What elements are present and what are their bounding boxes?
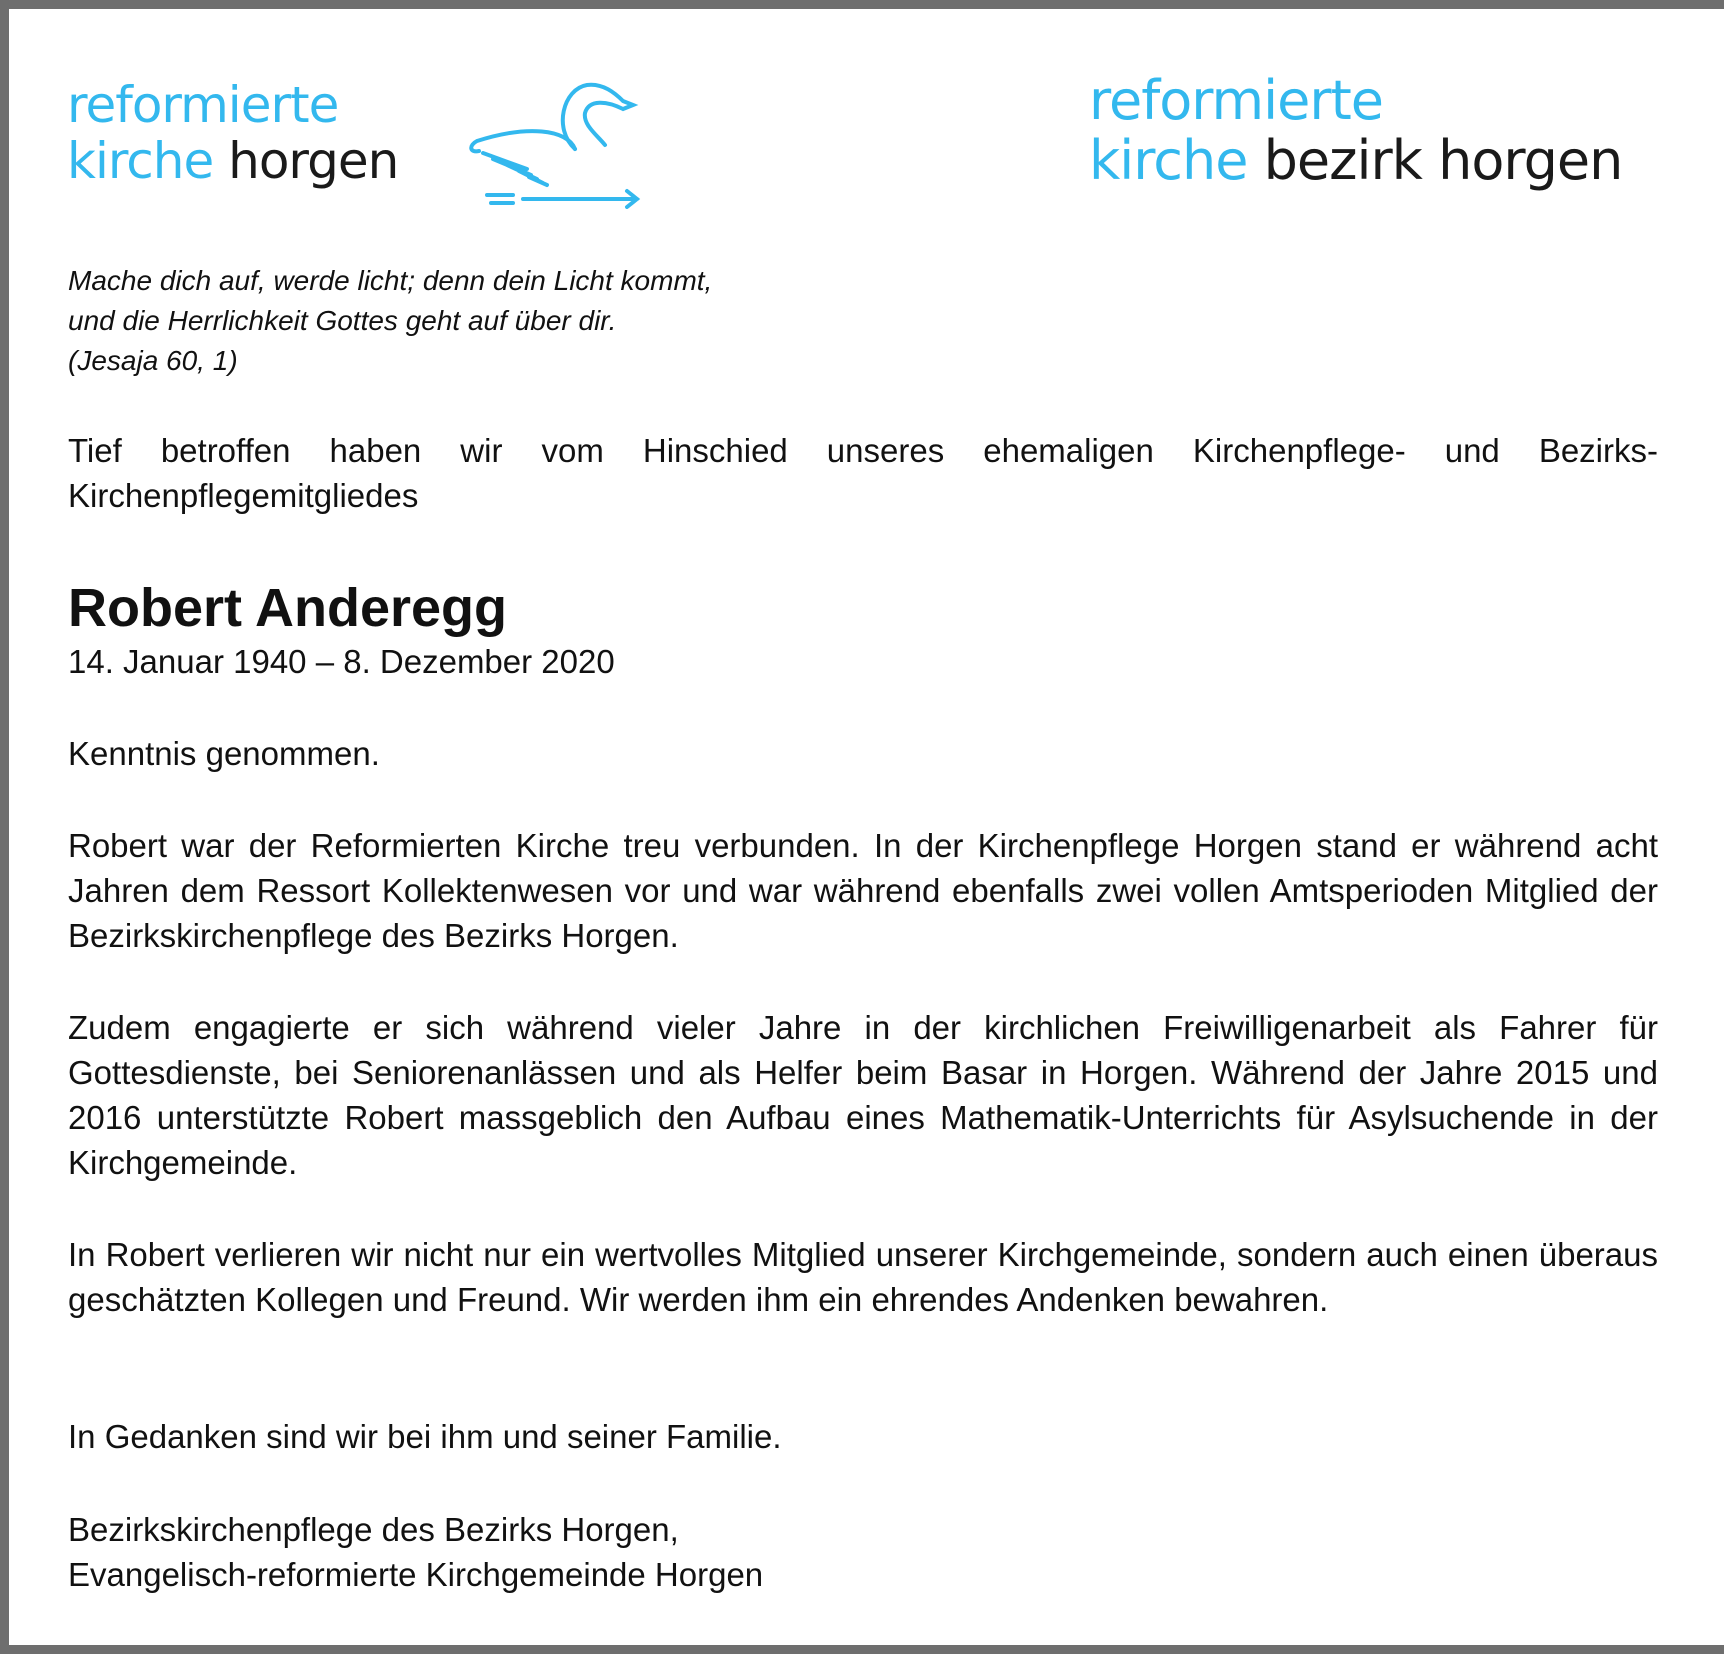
quote-line: und die Herrlichkeit Gottes geht auf über dir. bbox=[68, 305, 617, 336]
logo-kirche-horgen bbox=[67, 77, 398, 189]
logo-left-line1: reformierte bbox=[67, 76, 339, 134]
signature bbox=[68, 1507, 1658, 1597]
bible-quote bbox=[68, 261, 712, 381]
paragraph: In Robert verlieren wir nicht nur ein wertvolles Mitglied unserer Kirchgemeinde, sondern auch einen überaus geschätzten Kollegen und Freund. Wir werden ihm ein ehrendes Andenken bewahren. bbox=[68, 1236, 1658, 1318]
logo-left-kirche: kirche bbox=[67, 132, 214, 190]
deceased-name: Robert Anderegg bbox=[68, 578, 508, 638]
logo-right-kirche: kirche bbox=[1089, 129, 1248, 192]
logo-right-bezirk-horgen: bezirk horgen bbox=[1263, 129, 1623, 192]
signature-line: Evangelisch-reformierte Kirchgemeinde Horgen bbox=[68, 1556, 764, 1593]
paragraph: Kenntnis genommen. bbox=[68, 735, 380, 772]
obituary-page bbox=[9, 9, 1724, 1645]
swan-logo-icon bbox=[457, 79, 647, 209]
quote-reference: (Jesaja 60, 1) bbox=[68, 345, 238, 376]
intro-text: Tief betroffen haben wir vom Hinschied unseres ehemaligen Kirchenpflege- und Bezirks-Kirchenpflegemitgliedes bbox=[68, 432, 1658, 514]
logo-left-horgen: horgen bbox=[228, 132, 399, 190]
logo-kirche-bezirk-horgen bbox=[1089, 71, 1622, 191]
signature-line: Bezirkskirchenpflege des Bezirks Horgen, bbox=[68, 1511, 679, 1548]
logo-right-line1: reformierte bbox=[1089, 69, 1383, 132]
paragraph: Robert war der Reformierten Kirche treu verbunden. In der Kirchenpflege Horgen stand er während acht Jahren dem Ressort Kollektenwesen vor und war während ebenfalls zwei vollen Amtsperioden Mitglied der Bezirkskirchenpflege des Bezirks Horgen. bbox=[68, 827, 1658, 954]
quote-line: Mache dich auf, werde licht; denn dein Licht kommt, bbox=[68, 265, 713, 296]
paragraph: In Gedanken sind wir bei ihm und seiner Familie. bbox=[68, 1418, 782, 1455]
life-dates: 14. Januar 1940 – 8. Dezember 2020 bbox=[68, 643, 615, 680]
paragraph: Zudem engagierte er sich während vieler Jahre in der kirchlichen Freiwilligenarbeit als Fahrer für Gottesdienste, bei Seniorenanlässen und als Helfer beim Basar in Horgen. Während der Jahre 2015 und 2016 unterstützte Robert massgeblich den Aufbau eines Mathematik-Unterrichts für Asylsuchende in der Kirchgemeinde. bbox=[68, 1009, 1658, 1181]
